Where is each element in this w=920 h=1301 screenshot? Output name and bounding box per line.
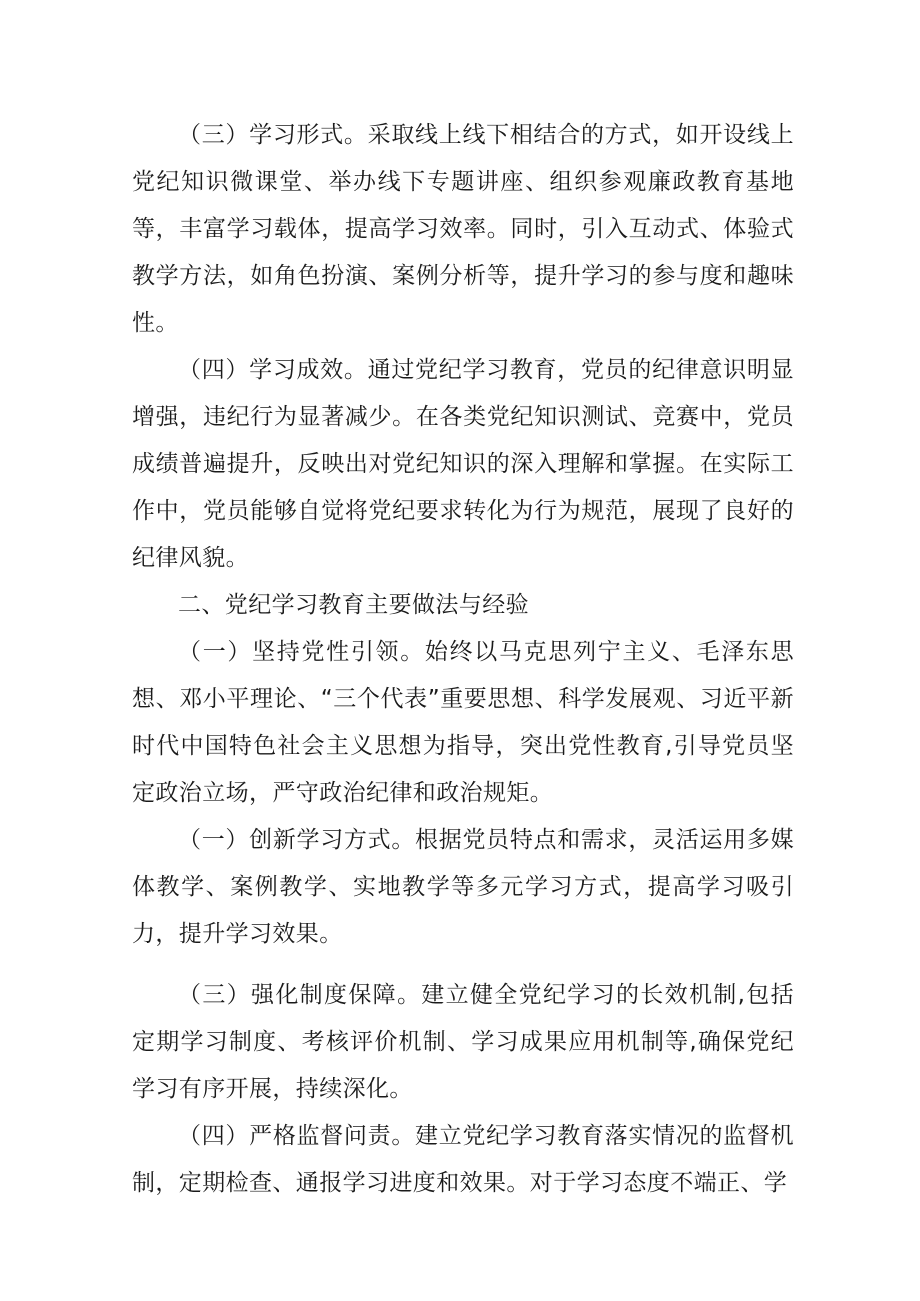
paragraph-learning-form: （三）学习形式。采取线上线下相结合的方式，如开设线上党纪知识微课堂、举办线下专题讲座、组织参观廉政教育基地等，丰富学习载体，提高学习效率。同时，引入互动式、体验式教学方法，如角色扮演、案例分析等，提升学习的参与度和趣味性。 xyxy=(132,122,794,336)
paragraph-learning-results: （四）学习成效。通过党纪学习教育，党员的纪律意识明显增强，违纪行为显著减少。在各类党纪知识测试、竞赛中，党员成绩普遍提升，反映出对党纪知识的深入理解和掌握。在实际工作中，党员能够自觉将党纪要求转化为行为规范，展现了良好的纪律风貌。 xyxy=(132,357,794,571)
paragraph-party-spirit: （一）坚持党性引领。始终以马克思列宁主义、毛泽东思想、邓小平理论、“三个代表”重要思想、科学发展观、习近平新时代中国特色社会主义思想为指导，突出党性教育,引导党员坚定政治立场，严守政治纪律和政治规矩。 xyxy=(132,639,794,806)
paragraph-institutional-guarantee: （三）强化制度保障。建立健全党纪学习的长效机制,包括定期学习制度、考核评价机制、学习成果应用机制等,确保党纪学习有序开展，持续深化。 xyxy=(132,982,794,1102)
document-body xyxy=(132,112,794,1207)
section-heading: 二、党纪学习教育主要做法与经验 xyxy=(178,592,529,618)
paragraph-innovate-methods: （一）创新学习方式。根据党员特点和需求，灵活运用多媒体教学、案例教学、实地教学等多元学习方式，提高学习吸引力，提升学习效果。 xyxy=(132,827,794,947)
paragraph-supervision: （四）严格监督问责。建立党纪学习教育落实情况的监督机制，定期检查、通报学习进度和效果。对于学习态度不端正、学 xyxy=(132,1123,794,1196)
